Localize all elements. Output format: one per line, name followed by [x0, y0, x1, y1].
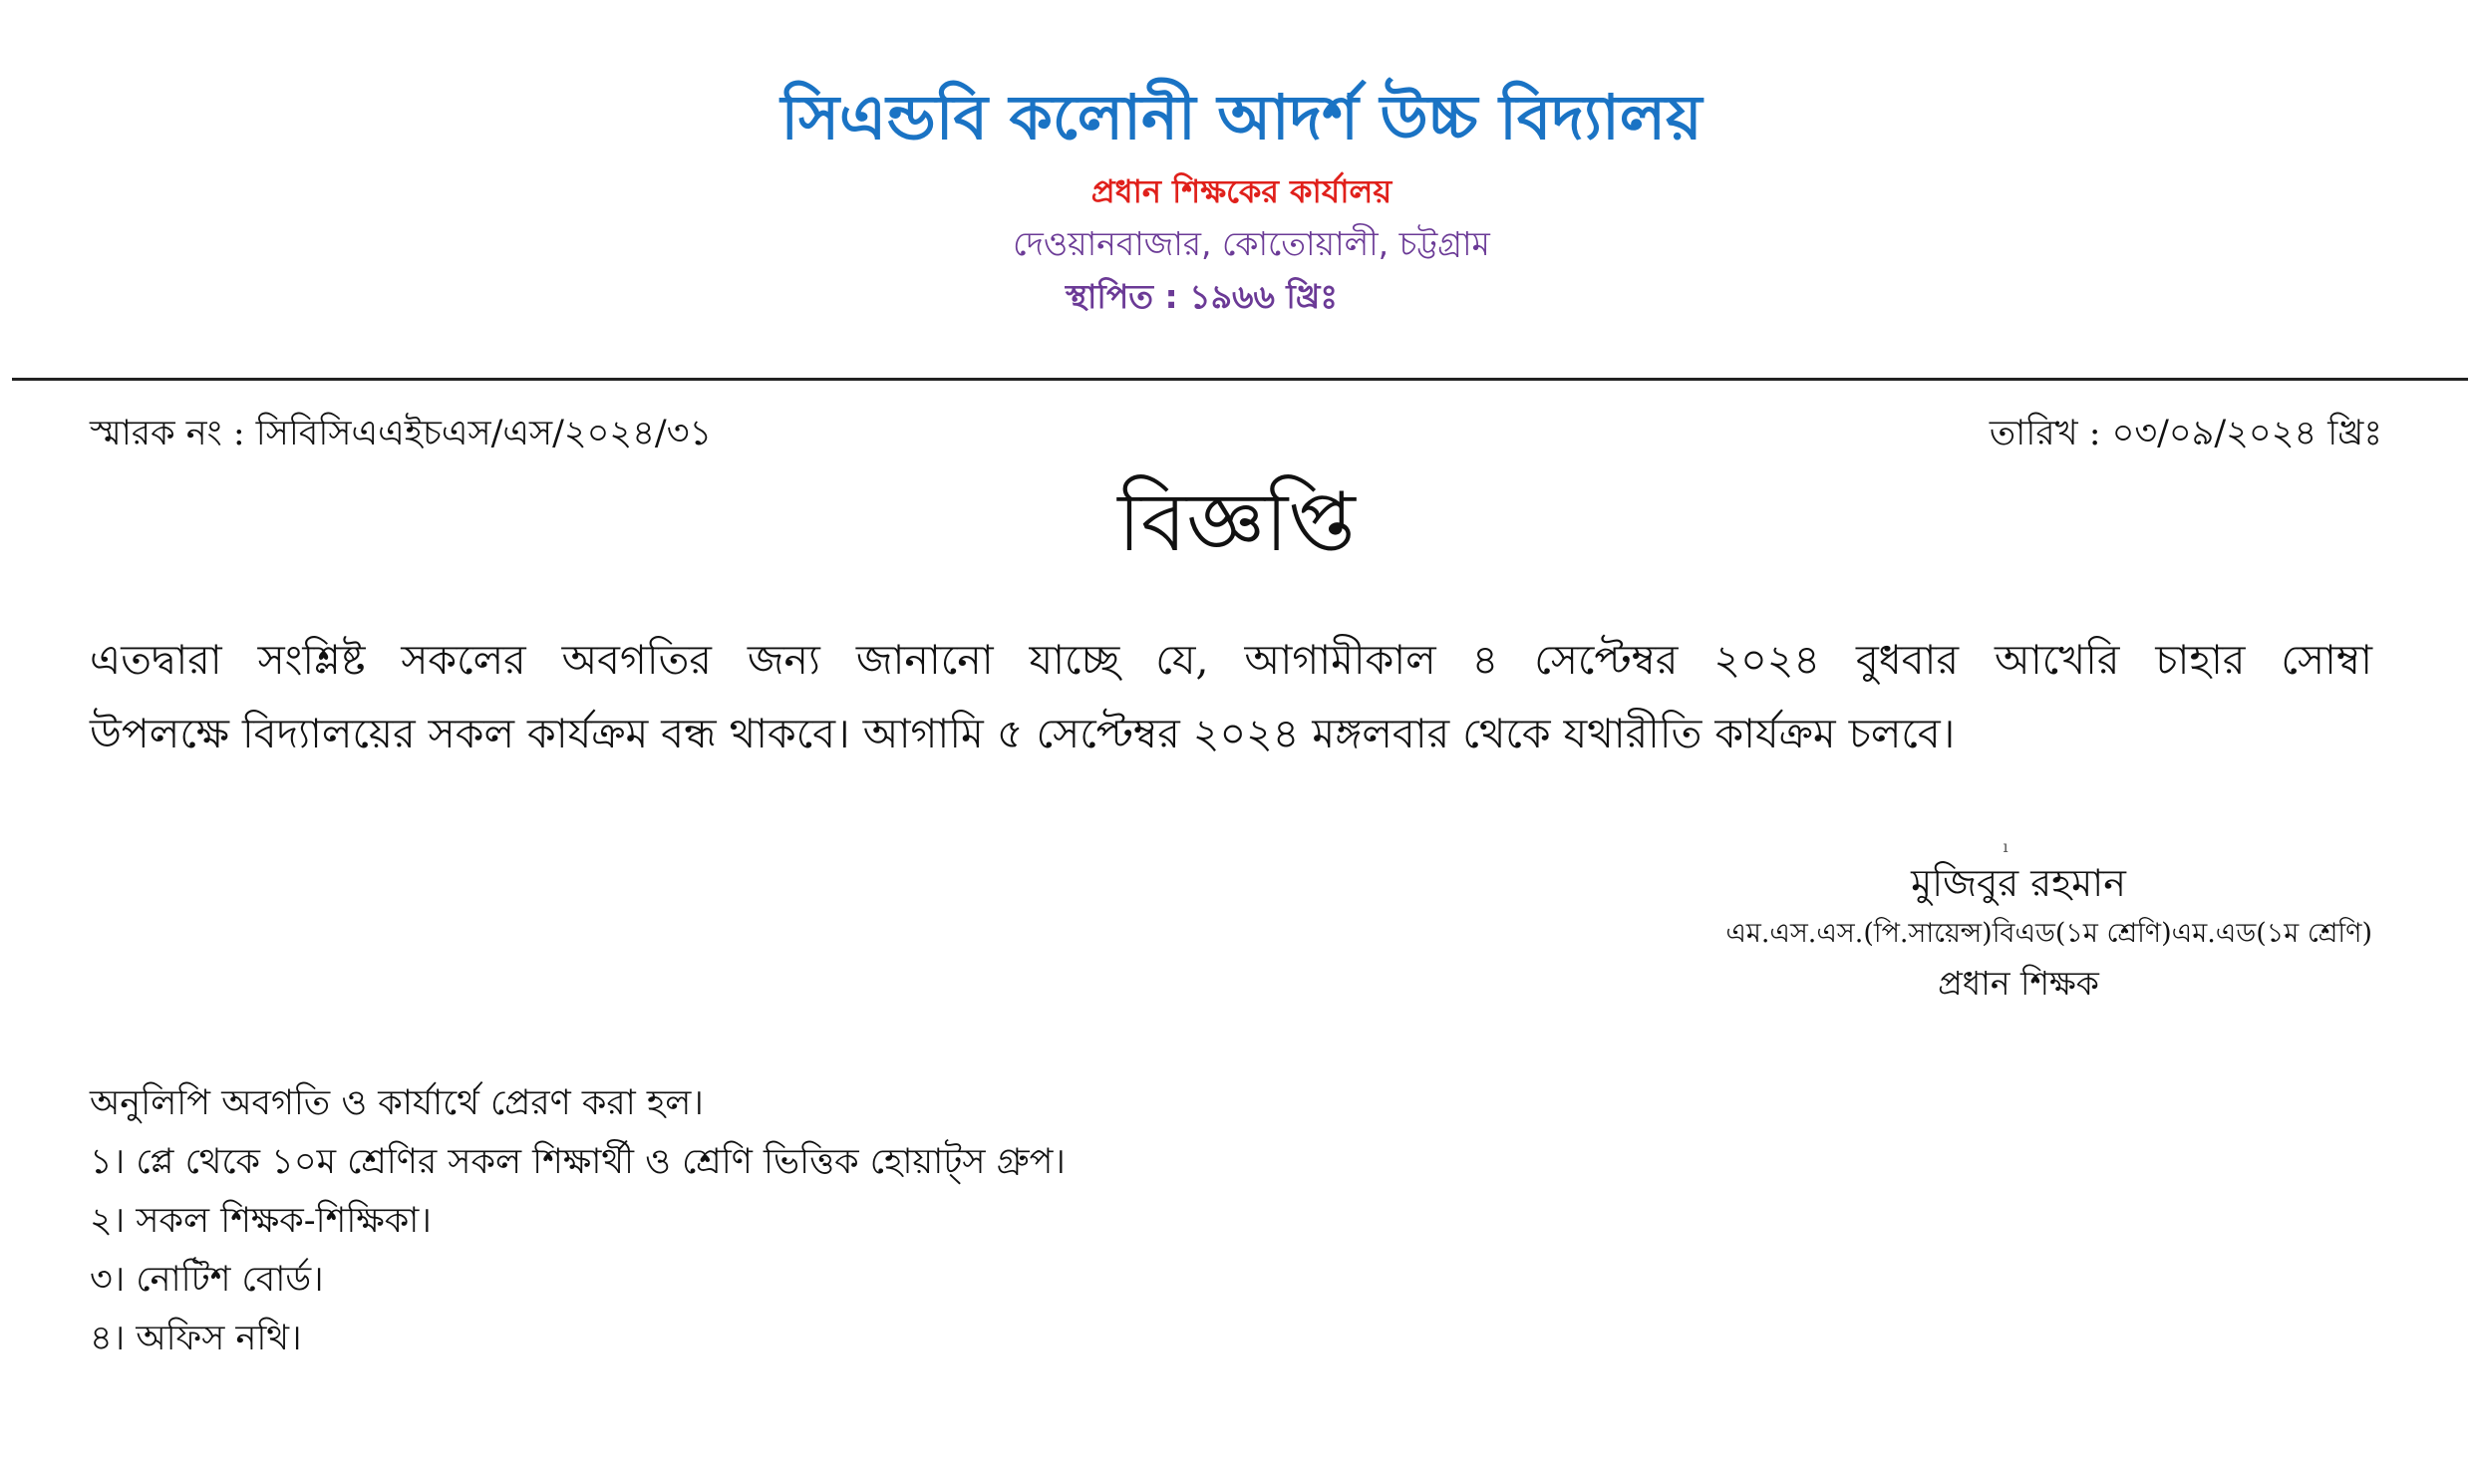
signature-mark: ı [2003, 837, 2009, 856]
notice-title: বিজ্ঞপ্তি [1117, 475, 1356, 570]
notice-body-line-2: উপলক্ষে বিদ্যালয়ের সকল কার্যক্রম বন্ধ থাকবে। আগামি ৫ সেপ্টেম্বর ২০২৪ মঙ্গলবার থেকে যথারীতি কার্যক্রম চলবে। [90, 710, 1956, 757]
list-item: ৩। নোটিশ বোর্ড। [90, 1260, 324, 1300]
signature-block [1635, 839, 2392, 1011]
school-address: দেওয়ানবাজার, কোতোয়ালী, চট্টগ্রাম [1013, 224, 1490, 263]
established-year: স্থাপিত : ১৯৬৬ খ্রিঃ [1066, 277, 1338, 316]
memo-row [90, 404, 2382, 463]
header-divider [12, 378, 2468, 381]
letterhead [0, 78, 2473, 323]
list-item: ১। প্লে থেকে ১০ম শ্রেণির সকল শিক্ষার্থী ও শ্রেণি ভিত্তিক হোয়াট্স গ্রুপ। [90, 1142, 1066, 1182]
school-name: সিএন্ডবি কলোনী আদর্শ উচ্চ বিদ্যালয় [780, 81, 1702, 153]
notice-body-line-1: এতদ্বারা সংশ্লিষ্ট সকলের অবগতির জন্য জানানো যাচ্ছে যে, আগামীকাল ৪ সেপ্টেম্বর ২০২৪ বুধবার আখেরি চাহার সোম্বা [90, 636, 2372, 684]
memo-reference: স্মারক নং : সিবিসিএএইচএস/এস/২০২৪/৩১ [90, 414, 713, 453]
copy-intro: অনুলিপি অবগতি ও কার্যার্থে প্রেরণ করা হল। [90, 1083, 704, 1123]
signatory-title: প্রধান শিক্ষক [1938, 964, 2099, 1003]
office-title: প্রধান শিক্ষকের কার্যালয় [1090, 172, 1392, 210]
notice-body [90, 623, 2372, 770]
memo-date: তারিখ : ০৩/০৯/২০২৪ খ্রিঃ [1989, 414, 2382, 453]
signatory-name: মুজিবুর রহমান [1911, 861, 2126, 905]
signatory-degrees: এম.এস.এস.(পি.সায়েন্স)বিএড(১ম শ্রেণি)এম.এড(১ম শ্রেণি) [1725, 918, 2372, 949]
copy-distribution [90, 1074, 1485, 1368]
list-item: ২। সকল শিক্ষক-শিক্ষিকা। [90, 1201, 432, 1241]
list-item: ৪। অফিস নথি। [90, 1319, 302, 1358]
